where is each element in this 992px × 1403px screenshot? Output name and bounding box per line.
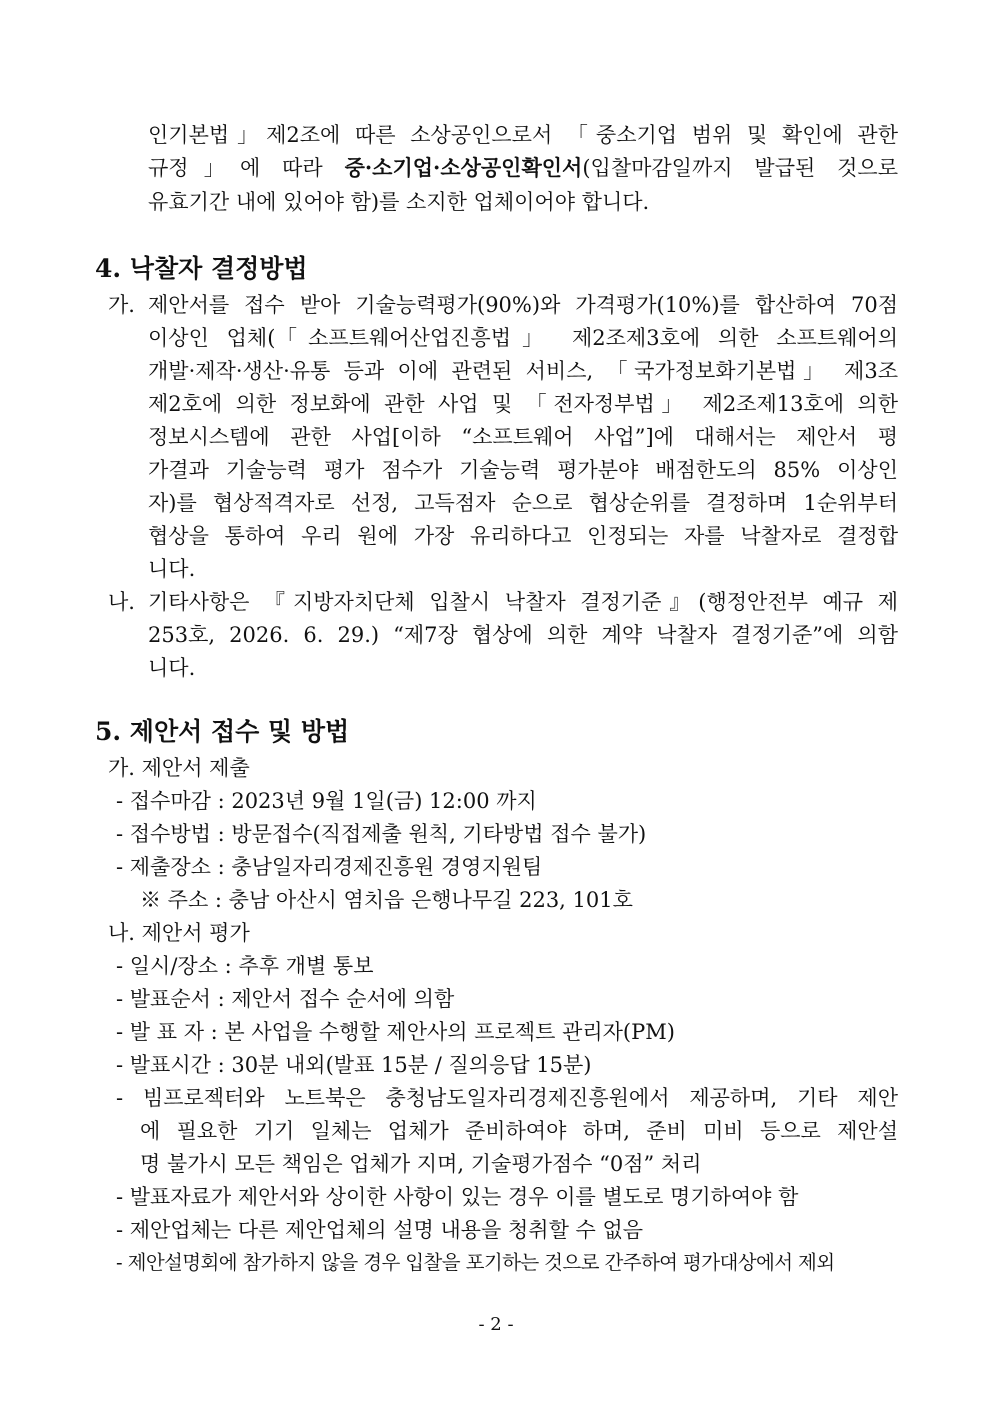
section-4-heading: 4. 낙찰자 결정방법 xyxy=(95,254,308,283)
section-5-na-long-line: 명 불가시 모든 책임은 업체가 지며, 기술평가점수 “0점” 처리 xyxy=(140,1152,702,1176)
intro-line-1: 인기본법」제2조에 따른 소상공인으로서 「중소기업 범위 및 확인에 관한 xyxy=(148,123,898,147)
section-5-na-item: - 발표순서 : 제안서 접수 순서에 의함 xyxy=(116,987,455,1011)
section-5-na-title: 나. 제안서 평가 xyxy=(108,921,250,945)
section-4-na-marker: 나. xyxy=(108,590,135,614)
section-4-ga-line: 제2호에 의한 정보화에 관한 사업 및 「전자정부법」 제2조제13호에 의한 xyxy=(148,392,898,416)
section-5-na-item: - 발표시간 : 30분 내외(발표 15분 / 질의응답 15분) xyxy=(116,1053,592,1077)
section-5-na-long-line: 에 필요한 기기 일체는 업체가 준비하여야 하며, 준비 미비 등으로 제안설 xyxy=(140,1119,898,1143)
intro-line-2-post: (입찰마감일까지 발급된 것으로 xyxy=(582,156,898,180)
section-5-na-item: - 발표자료가 제안서와 상이한 사항이 있는 경우 이를 별도로 명기하여야 함 xyxy=(116,1185,799,1209)
page-number: - 2 - xyxy=(478,1314,514,1335)
section-4-ga-line: 개발·제작·생산·유통 등과 이에 관련된 서비스, 「국가정보화기본법」 제3조 xyxy=(148,359,898,383)
section-5-ga-item: - 제출장소 : 충남일자리경제진흥원 경영지원팀 xyxy=(116,855,543,879)
section-4-na-line: 기타사항은 『지방자치단체 입찰시 낙찰자 결정기준』(행정안전부 예규 제 xyxy=(148,590,898,614)
section-5-na-long-line: - 빔프로젝터와 노트북은 충청남도일자리경제진흥원에서 제공하며, 기타 제안 xyxy=(116,1086,898,1110)
section-4-ga-line: 제안서를 접수 받아 기술능력평가(90%)와 가격평가(10%)를 합산하여 70점 xyxy=(148,293,898,317)
intro-line-2-pre: 규정」에 따라 xyxy=(148,156,345,180)
section-4-ga-line: 자)를 협상적격자로 선정, 고득점자 순으로 협상순위를 결정하며 1순위부터 xyxy=(148,491,898,515)
section-4-ga-line: 정보시스템에 관한 사업[이하 “소프트웨어 사업”]에 대해서는 제안서 평 xyxy=(148,425,898,449)
section-5-na-item: - 발 표 자 : 본 사업을 수행할 제안사의 프로젝트 관리자(PM) xyxy=(116,1020,675,1044)
section-5-na-item: - 제안업체는 다른 제안업체의 설명 내용을 청취할 수 없음 xyxy=(116,1218,644,1242)
section-5-na-item: - 일시/장소 : 추후 개별 통보 xyxy=(116,954,374,978)
section-4-ga-line: 가결과 기술능력 평가 점수가 기술능력 평가분야 배점한도의 85% 이상인 xyxy=(148,458,898,482)
section-4-na-line: 니다. xyxy=(148,656,196,680)
section-5-na-item: - 제안설명회에 참가하지 않을 경우 입찰을 포기하는 것으로 간주하여 평가대상에서 제외 xyxy=(116,1251,835,1274)
section-4-ga-line: 협상을 통하여 우리 원에 가장 유리하다고 인정되는 자를 낙찰자로 결정합 xyxy=(148,524,898,548)
section-4-ga-marker: 가. xyxy=(108,293,135,317)
section-4-ga-line: 니다. xyxy=(148,557,196,581)
intro-line-3: 유효기간 내에 있어야 함)를 소지한 업체이어야 합니다. xyxy=(148,190,650,214)
section-5-ga-item: - 접수마감 : 2023년 9월 1일(금) 12:00 까지 xyxy=(116,789,537,813)
sme-certificate-text: 중·소기업·소상공인확인서 xyxy=(344,155,583,180)
section-5-ga-item: - 접수방법 : 방문접수(직접제출 원칙, 기타방법 접수 불가) xyxy=(116,822,647,846)
section-4-ga-line: 이상인 업체(「소프트웨어산업진흥법」 제2조제3호에 의한 소프트웨어의 xyxy=(148,326,898,350)
address-note: ※ 주소 : 충남 아산시 염치읍 은행나무길 223, 101호 xyxy=(140,888,633,912)
section-5-ga-title: 가. 제안서 제출 xyxy=(108,756,250,780)
section-4-na-line: 253호, 2026. 6. 29.) “제7장 협상에 의한 계약 낙찰자 결정기준”에 의함 xyxy=(148,623,898,647)
intro-line-2 xyxy=(148,156,898,180)
section-5-heading: 5. 제안서 접수 및 방법 xyxy=(95,717,350,746)
